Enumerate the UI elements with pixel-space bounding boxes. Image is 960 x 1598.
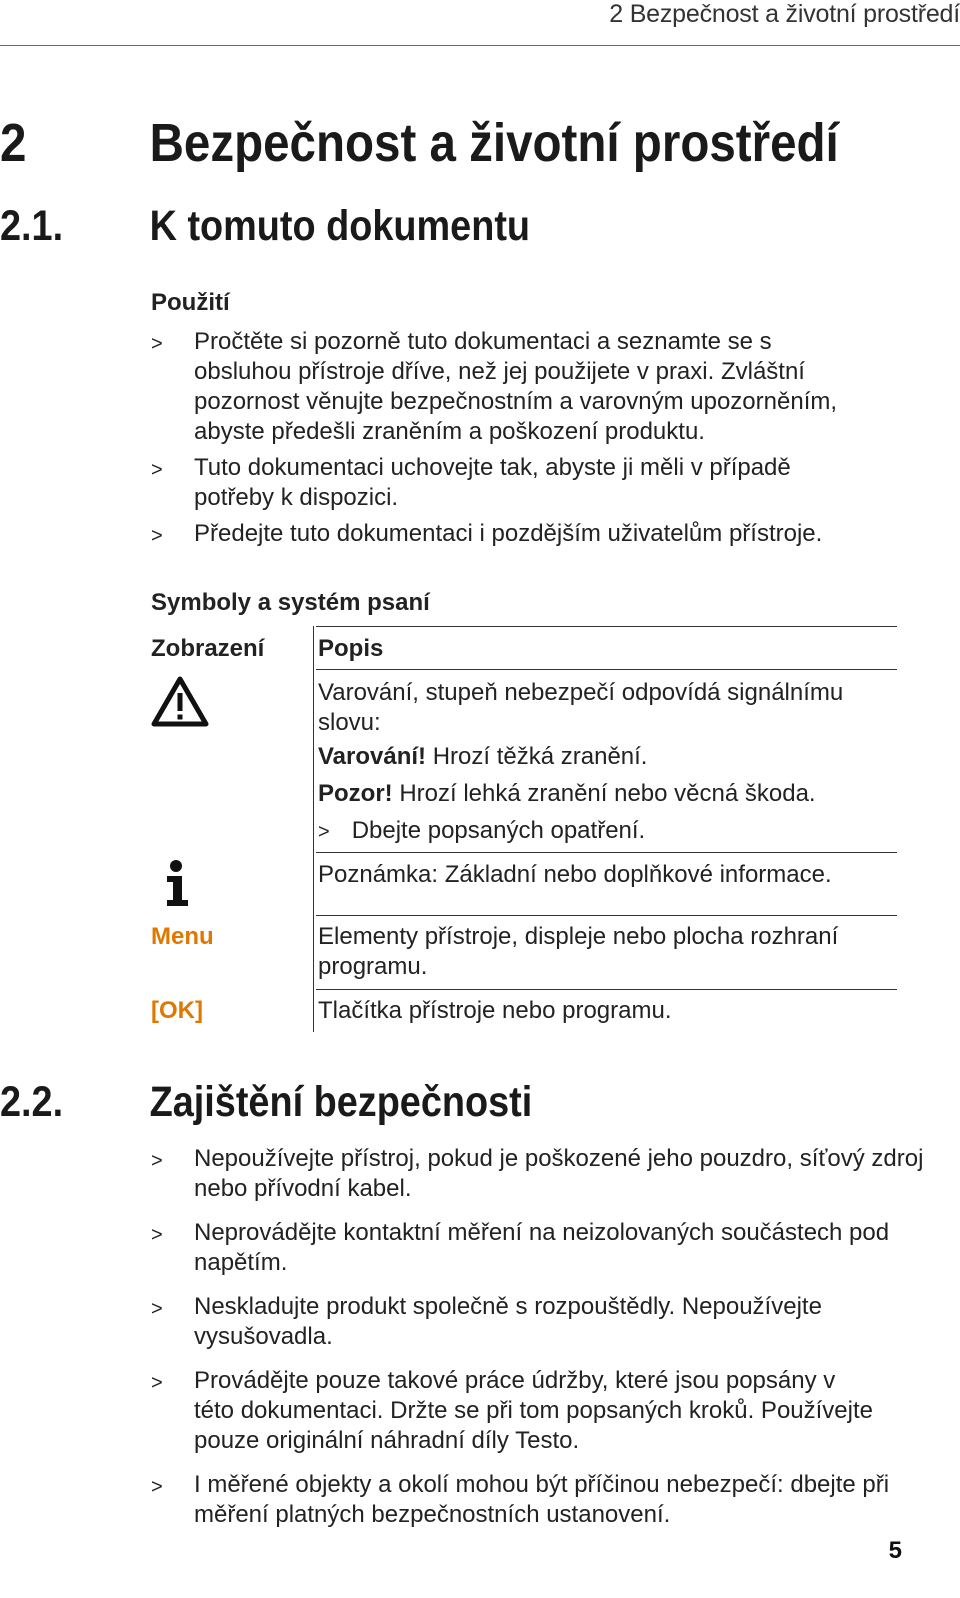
list-item bbox=[151, 1470, 941, 1530]
row-rule bbox=[316, 852, 897, 853]
bullet-marker: > bbox=[151, 525, 163, 547]
bullet-marker: > bbox=[151, 1476, 163, 1498]
usage-heading: Použití bbox=[151, 289, 230, 316]
warning-line bbox=[318, 742, 647, 772]
page-number: 5 bbox=[888, 1537, 902, 1564]
menu-display-label: Menu bbox=[151, 923, 214, 950]
list-item-text: Pročtěte si pozorně tuto dokumentaci a seznamte se s obsluhou přístroje dříve, než jej použijete v praxi. Zvláštní pozornost věnujte bezpečnostním a varovným upozorněním, abyste předešli zraněním a poškození produktu. bbox=[194, 328, 838, 445]
list-item-text: Nepoužívejte přístroj, pokud je poškozené jeho pouzdro, síťový zdroj nebo přívodní kabel. bbox=[194, 1145, 924, 1202]
list-item-text: Neskladujte produkt společně s rozpouštědly. Nepoužívejte vysušovadla. bbox=[194, 1293, 822, 1350]
list-item-text: Provádějte pouze takové práce údržby, které jsou popsány v této dokumentaci. Držte se při tom popsaných kroků. Používejte pouze originální náhradní díly Testo. bbox=[194, 1367, 873, 1454]
bullet-marker: > bbox=[151, 1298, 163, 1320]
section-number: 2.1. bbox=[0, 202, 64, 250]
column-divider bbox=[313, 626, 314, 1032]
section-title: Zajištění bezpečnosti bbox=[149, 1078, 533, 1126]
info-icon bbox=[163, 860, 193, 908]
section-heading-2-1 bbox=[0, 202, 880, 262]
bullet-marker: > bbox=[151, 1150, 163, 1172]
header-rule bbox=[316, 669, 897, 670]
usage-bullet-list bbox=[151, 327, 871, 555]
bullet-marker: > bbox=[151, 333, 163, 355]
list-item bbox=[151, 1366, 941, 1456]
table-top-rule bbox=[316, 626, 897, 627]
section-title: K tomuto dokumentu bbox=[149, 202, 531, 250]
running-header: 2 Bezpečnost a životní prostředí bbox=[609, 0, 960, 28]
section-number: 2.2. bbox=[0, 1078, 64, 1126]
menu-description: Elementy přístroje, displeje nebo plocha rozhraní programu. bbox=[318, 923, 839, 980]
list-item bbox=[151, 327, 871, 447]
row-rule bbox=[316, 989, 897, 990]
warning-label: Varování! bbox=[318, 743, 427, 770]
safety-bullet-list bbox=[151, 1144, 941, 1544]
bullet-marker: > bbox=[318, 821, 330, 843]
list-item-text: Předejte tuto dokumentaci i pozdějším uživatelům přístroje. bbox=[194, 520, 823, 547]
warning-text: Hrozí těžká zranění. bbox=[426, 743, 648, 770]
warning-description: Varování, stupeň nebezpečí odpovídá signálnímu slovu: bbox=[318, 679, 844, 736]
list-item-text: Neprovádějte kontaktní měření na neizolovaných součástech pod napětím. bbox=[194, 1219, 890, 1276]
caution-text: Hrozí lehká zranění nebo věcná škoda. bbox=[392, 780, 816, 807]
warning-triangle-icon bbox=[151, 676, 209, 728]
list-item bbox=[151, 519, 871, 549]
column-header-description: Popis bbox=[318, 635, 384, 662]
row-rule bbox=[316, 915, 897, 916]
chapter-number: 2 bbox=[0, 113, 27, 173]
ok-display-label: [OK] bbox=[151, 997, 203, 1024]
list-item bbox=[151, 1144, 941, 1204]
action-line bbox=[318, 816, 645, 847]
list-item bbox=[151, 1218, 941, 1278]
ok-description: Tlačítka přístroje nebo programu. bbox=[318, 997, 672, 1024]
column-header-display: Zobrazení bbox=[151, 635, 265, 662]
list-item-text: Tuto dokumentaci uchovejte tak, abyste ji měli v případě potřeby k dispozici. bbox=[194, 454, 791, 511]
section-heading-2-2 bbox=[0, 1078, 880, 1138]
list-item-text: I měřené objekty a okolí mohou být příčinou nebezpečí: dbejte při měření platných bezpečnostních ustanovení. bbox=[194, 1471, 890, 1528]
action-text: Dbejte popsaných opatření. bbox=[351, 817, 646, 844]
list-item bbox=[151, 453, 871, 513]
caution-label: Pozor! bbox=[318, 780, 393, 807]
chapter-heading bbox=[0, 112, 880, 182]
list-item bbox=[151, 1292, 941, 1352]
bullet-marker: > bbox=[151, 1224, 163, 1246]
chapter-title: Bezpečnost a životní prostředí bbox=[149, 113, 839, 173]
caution-line bbox=[318, 779, 816, 809]
bullet-marker: > bbox=[151, 459, 163, 481]
bullet-marker: > bbox=[151, 1372, 163, 1394]
symbols-heading: Symboly a systém psaní bbox=[151, 589, 430, 616]
header-divider bbox=[0, 45, 960, 46]
note-description: Poznámka: Základní nebo doplňkové informace. bbox=[318, 861, 832, 888]
